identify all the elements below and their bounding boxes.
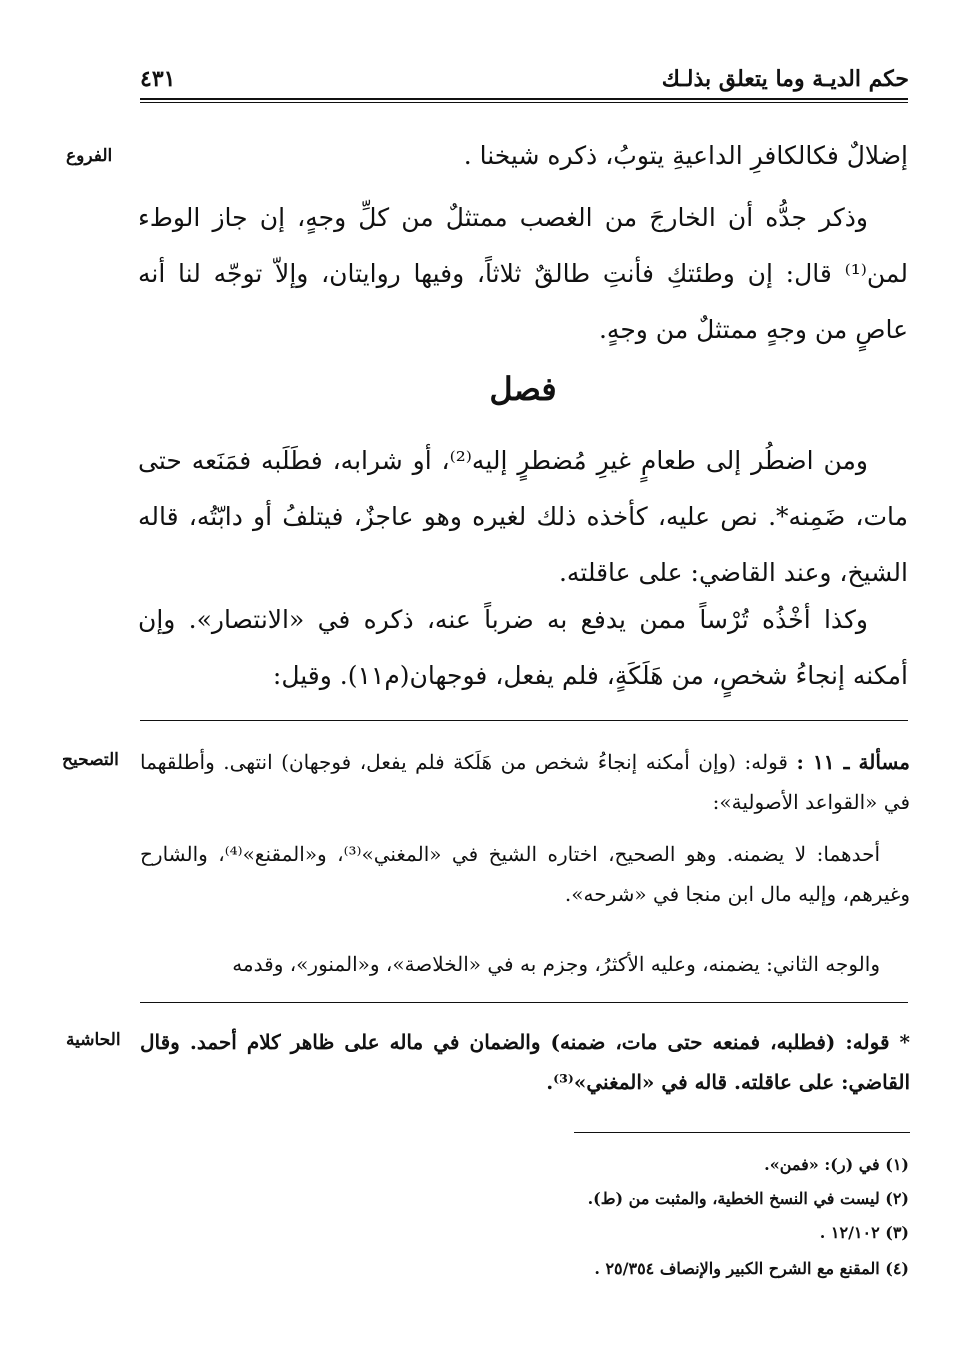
section-heading: فصل	[489, 370, 557, 408]
main-paragraph-2: وذكر جدُّه أن الخارجَ من الغصب ممتثلٌ من كلِّ وجهٍ، إن جاز الوطء لمن⁽¹⁾ قال: إن وطئتكِ فأنتِ طالقٌ ثلاثاً، وفيها روايتان، وإلاّ توجّه لنا أنه عاصٍ من وجهٍ ممتثلٌ من وجهٍ.	[138, 203, 908, 344]
divider-tashih	[140, 720, 908, 721]
footnote-1: (١) في (ر): «فمن».	[764, 1155, 909, 1174]
divider-hashiya	[140, 1002, 908, 1003]
running-title: حكم الديـة وما يتعلق بذلـك	[661, 66, 909, 92]
hashiya-paragraph: * قوله: (فطلبه، فمنعه حتى مات، ضمنه) والضمان في ماله على ظاهر كلام أحمد. وقال القاضي: على عاقلته. قاله في «المغني»⁽³⁾.	[140, 1030, 910, 1094]
margin-label-hashiya: الحاشية	[66, 1030, 121, 1050]
tashih-issue-label: مسألة ـ ١١ :	[796, 750, 911, 774]
tashih-line-1: قوله: (وإن أمكنه إنجاءُ شخص من هَلَكة فلم يفعل، فوجهان) انتهى. وأطلقهما في «القواعد الأصولية»:	[140, 750, 910, 814]
divider-footnotes	[574, 1132, 910, 1133]
header-rule-thin	[140, 102, 908, 103]
main-paragraph-1: إضلالٌ فكالكافرِ الداعيةِ يتوبُ، ذكره شيخنا .	[463, 141, 908, 170]
page-number: ٤٣١	[140, 66, 176, 92]
header-rule	[140, 98, 908, 100]
footnote-3: (٣) ١٢/١٠٢ .	[819, 1223, 909, 1242]
margin-label-tashih: التصحيح	[62, 750, 119, 770]
footnote-4: (٤) المقنع مع الشرح الكبير والإنصاف ٢٥/٣٥٤ .	[594, 1259, 909, 1278]
tashih-paragraph-2: أحدهما: لا يضمنه. وهو الصحيح، اختاره الشيخ في «المغني»⁽³⁾، و«المقنع»⁽⁴⁾، والشارح وغيرهم، وإليه مال ابن منجا في «شرحه».	[140, 842, 910, 906]
tashih-paragraph-1	[140, 742, 910, 822]
tashih-paragraph-3: والوجه الثاني: يضمنه، وعليه الأكثرُ، وجزم به في «الخلاصة»، و«المنور»، وقدمه	[232, 952, 880, 976]
margin-label-furu: الفروع	[66, 146, 113, 166]
main-paragraph-4: وكذا أخْذُه تُرْساً ممن يدفع به ضرباً عنه، ذكره في «الانتصار». وإن أمكنه إنجاءُ شخصٍ، من هَلَكَةٍ، فلم يفعل، فوجهان(م١١). وقيل:	[138, 605, 908, 690]
main-paragraph-3: ومن اضطُر إلى طعامٍ غيرِ مُضطرٍ إليه⁽²⁾، أو شرابه، فطَلَبه فمَنَعه حتى مات، ضَمِنه*. نص عليه، كأخذه ذلك لغيره وهو عاجزٌ، فيتلفُ أو دابّتُه، قاله الشيخ، وعند القاضي: على عاقلته.	[138, 446, 908, 587]
footnote-2: (٢) ليست في النسخ الخطية، والمثبت من (ط).	[587, 1189, 909, 1208]
